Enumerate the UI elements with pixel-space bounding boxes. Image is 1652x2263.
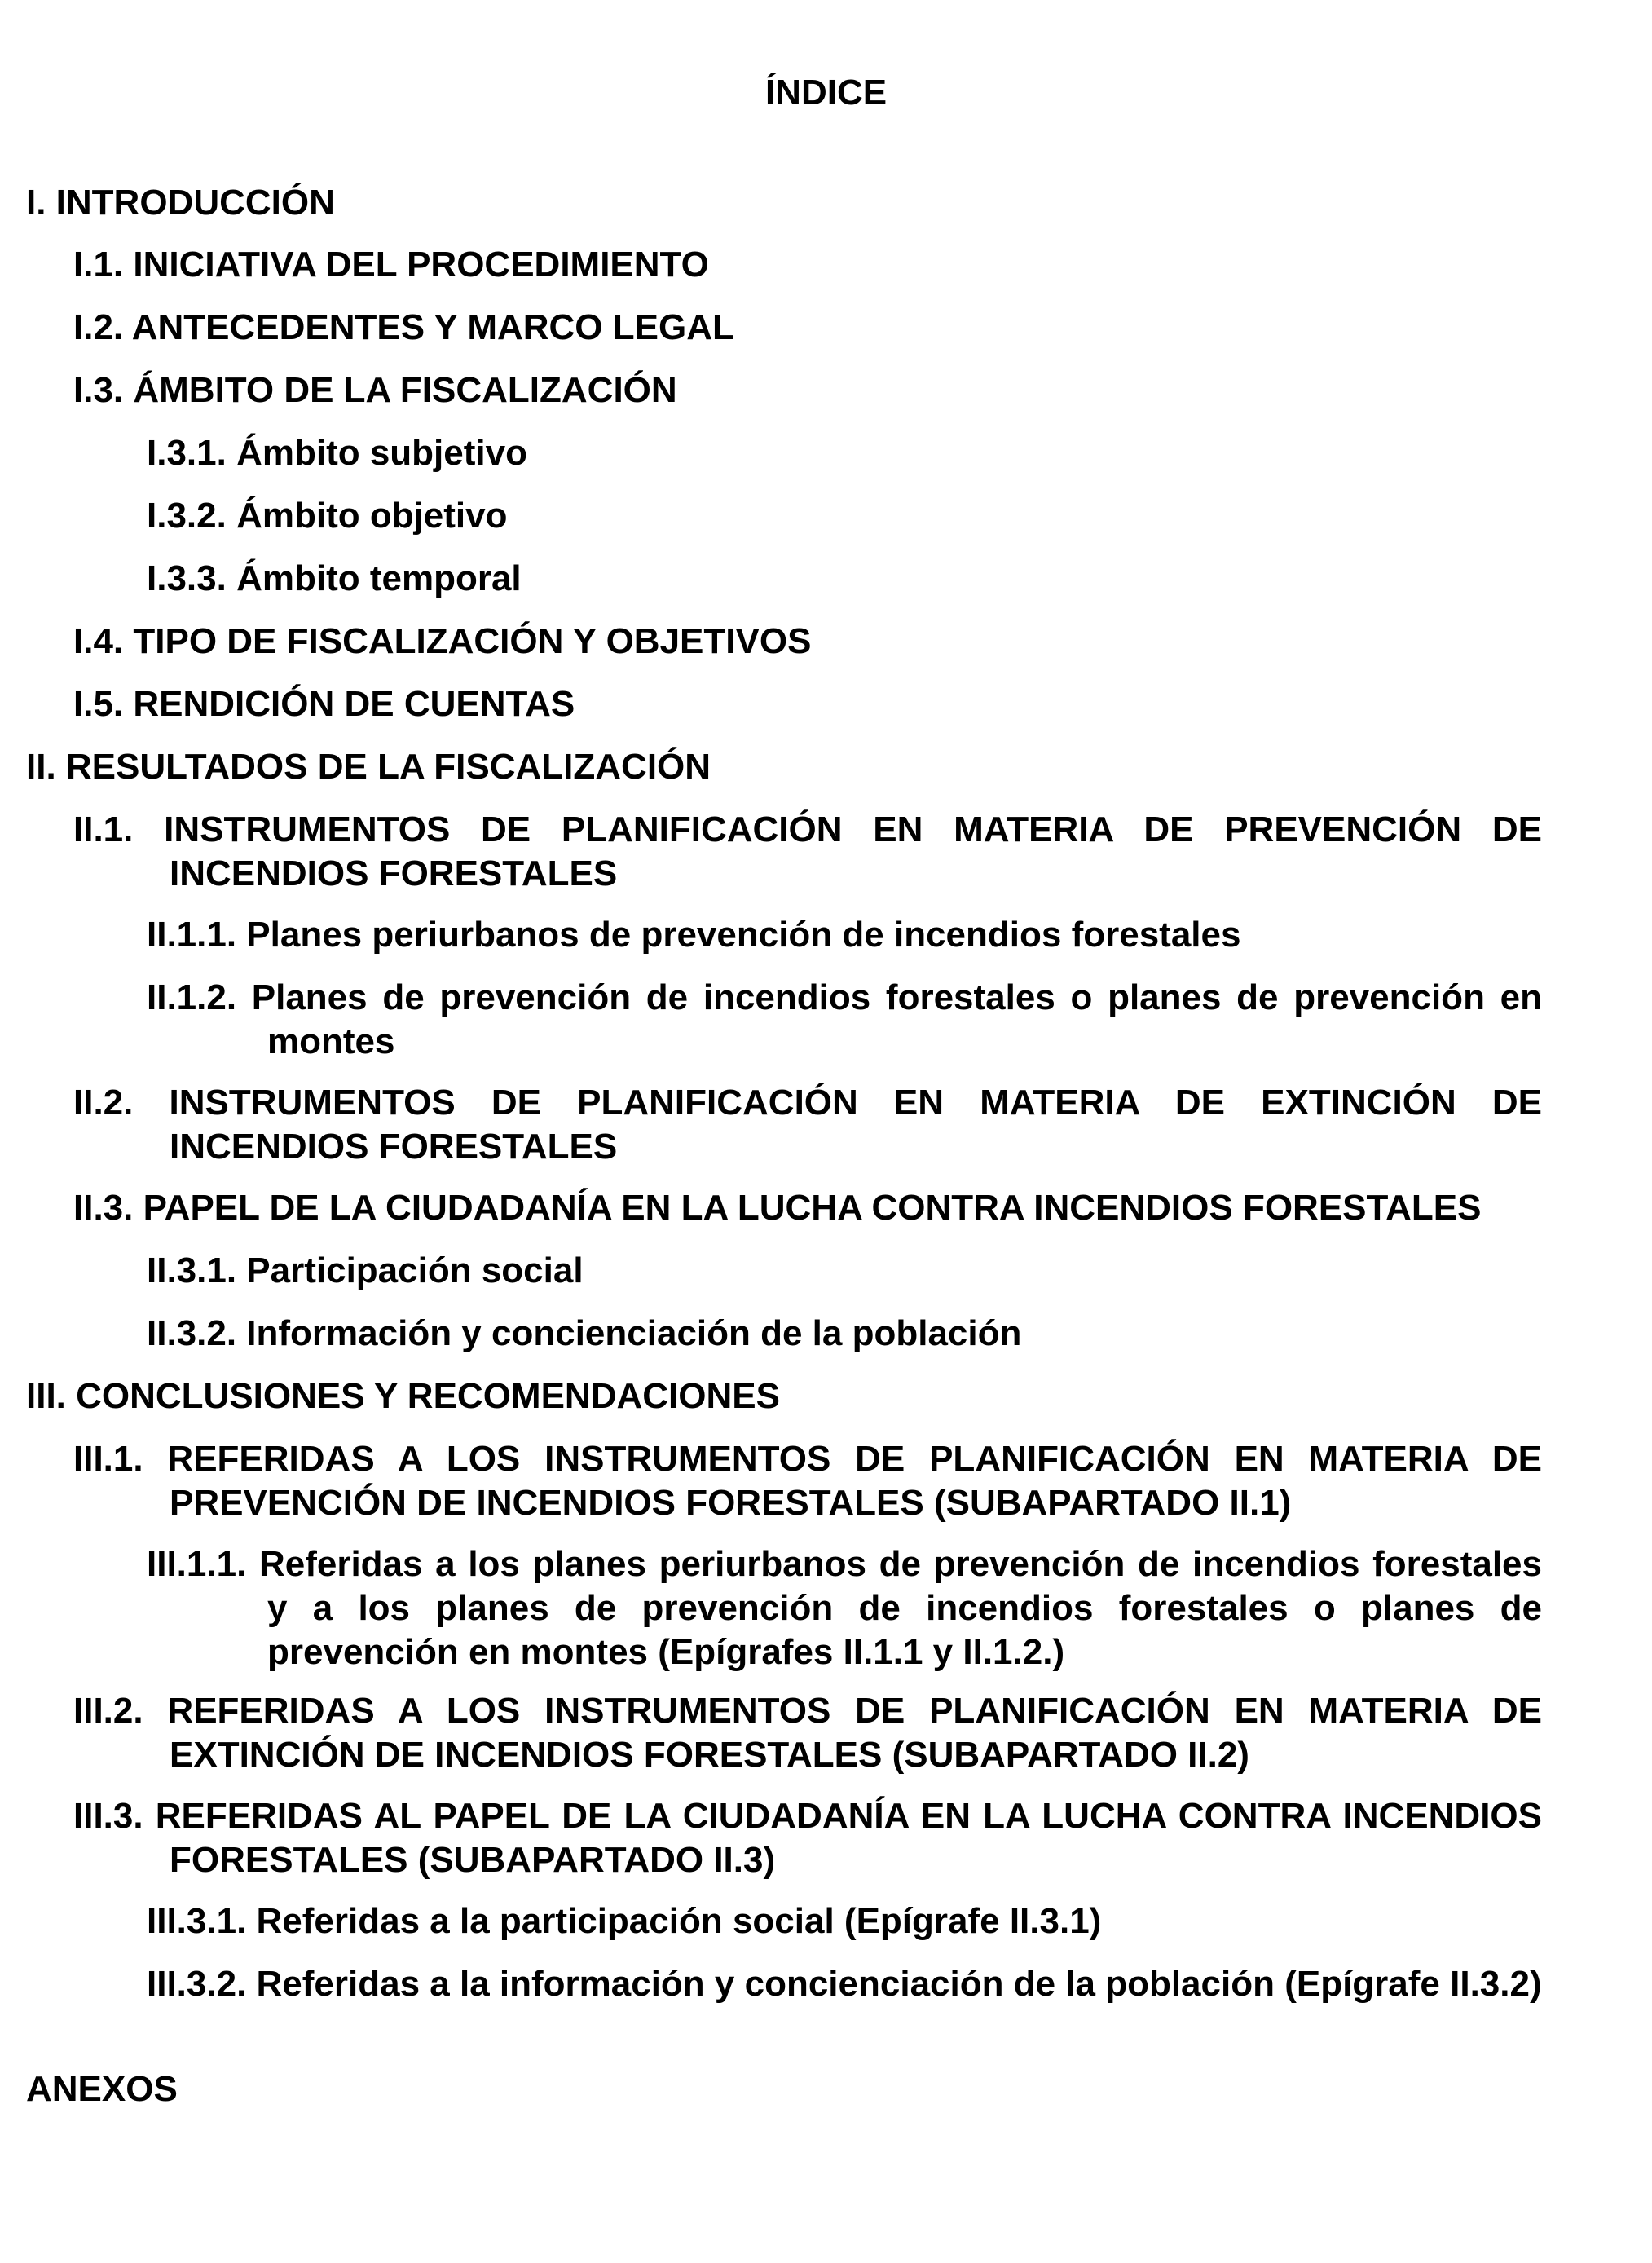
toc-entry-iii-1-1: III.1.1. Referidas a los planes periurbanos de prevención de incendios forestales y a los planes de prevención de incendios forestales o planes de prevención en montes (Epígrafes II.1.1 y II.1.2.): [147, 1544, 1542, 1672]
toc-entry-iii-3: III.3. REFERIDAS AL PAPEL DE LA CIUDADANÍA EN LA LUCHA CONTRA INCENDIOS FORESTALES (SUBAPARTADO II.3): [73, 1796, 1542, 1880]
toc-entry-ii-1-2: II.1.2. Planes de prevención de incendios forestales o planes de prevención en montes: [147, 977, 1542, 1061]
toc-entry-i-3-3: I.3.3. Ámbito temporal: [147, 558, 522, 598]
toc-entry-i: I. INTRODUCCIÓN: [26, 183, 335, 223]
toc-entry-iii: III. CONCLUSIONES Y RECOMENDACIONES: [26, 1376, 780, 1416]
toc-entry-ii-3: II.3. PAPEL DE LA CIUDADANÍA EN LA LUCHA CONTRA INCENDIOS FORESTALES: [73, 1188, 1482, 1228]
toc-entry-i-3-1: I.3.1. Ámbito subjetivo: [147, 433, 527, 473]
toc-entry-i-3: I.3. ÁMBITO DE LA FISCALIZACIÓN: [73, 370, 677, 410]
toc-entry-iii-1: III.1. REFERIDAS A LOS INSTRUMENTOS DE PLANIFICACIÓN EN MATERIA DE PREVENCIÓN DE INCENDIOS FORESTALES (SUBAPARTADO II.1): [73, 1439, 1542, 1523]
toc-entry-ii-3-2: II.3.2. Información y concienciación de la población: [147, 1313, 1022, 1353]
toc-entry-i-3-2: I.3.2. Ámbito objetivo: [147, 496, 508, 536]
page-title: ÍNDICE: [764, 73, 888, 112]
toc-entry-i-4: I.4. TIPO DE FISCALIZACIÓN Y OBJETIVOS: [73, 621, 812, 661]
toc-entry-ii-1: II.1. INSTRUMENTOS DE PLANIFICACIÓN EN MATERIA DE PREVENCIÓN DE INCENDIOS FORESTALES: [73, 809, 1542, 893]
toc-entry-i-5: I.5. RENDICIÓN DE CUENTAS: [73, 684, 575, 724]
toc-entry-ii-2: II.2. INSTRUMENTOS DE PLANIFICACIÓN EN MATERIA DE EXTINCIÓN DE INCENDIOS FORESTALES: [73, 1083, 1542, 1167]
toc-entry-ii: II. RESULTADOS DE LA FISCALIZACIÓN: [26, 747, 711, 787]
toc-entry-iii-3-1: III.3.1. Referidas a la participación social (Epígrafe II.3.1): [147, 1901, 1102, 1941]
toc-entry-ii-1-1: II.1.1. Planes periurbanos de prevención de incendios forestales: [147, 915, 1241, 955]
toc-entry-iii-3-2: III.3.2. Referidas a la información y concienciación de la población (Epígrafe II.3.2): [147, 1964, 1542, 2004]
toc-entry-i-1: I.1. INICIATIVA DEL PROCEDIMIENTO: [73, 245, 709, 285]
toc-entry-i-2: I.2. ANTECEDENTES Y MARCO LEGAL: [73, 307, 734, 347]
toc-entry-iii-2: III.2. REFERIDAS A LOS INSTRUMENTOS DE PLANIFICACIÓN EN MATERIA DE EXTINCIÓN DE INCENDIOS FORESTALES (SUBAPARTADO II.2): [73, 1691, 1542, 1775]
toc-entry-ii-3-1: II.3.1. Participación social: [147, 1251, 584, 1290]
toc-entry-anexos: ANEXOS: [26, 2069, 178, 2109]
